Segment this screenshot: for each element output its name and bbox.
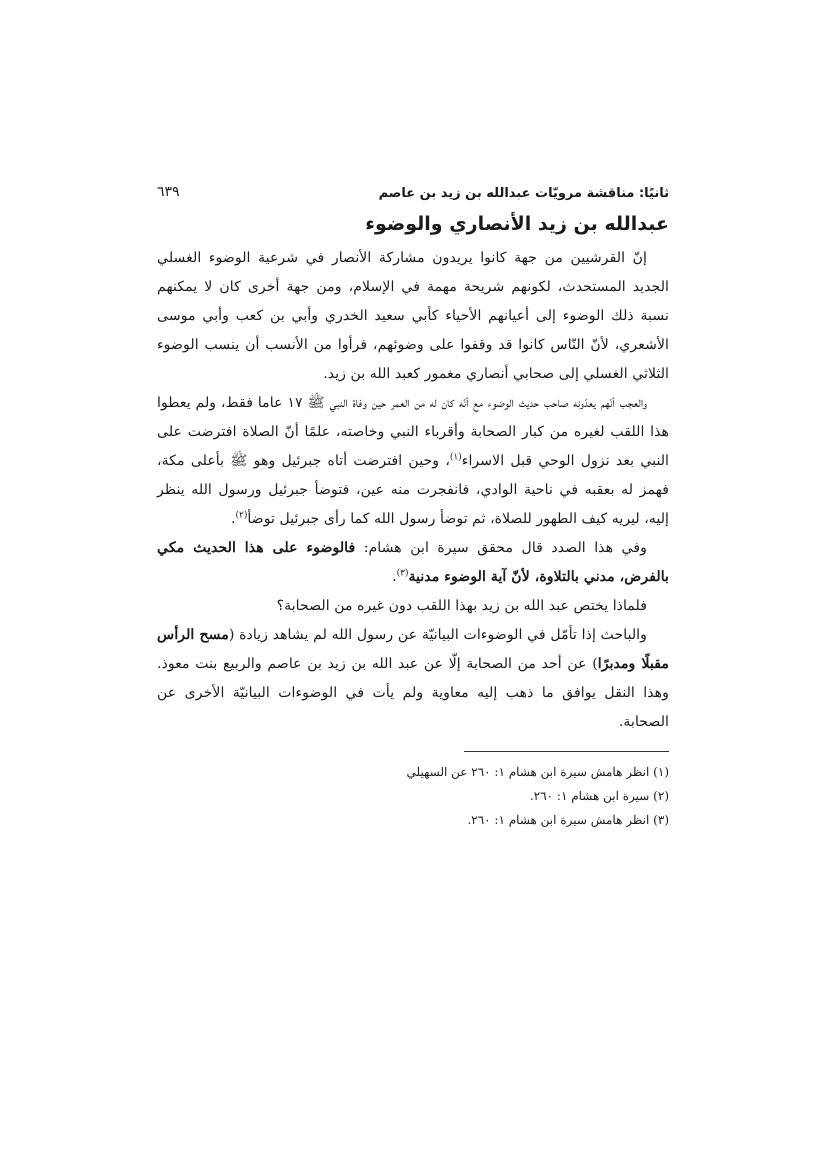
footnote-ref-1: (١) <box>449 452 462 463</box>
paragraph-2-text-a: والعجب أنّهم يعدّونه صاحب حديث الوضوء مع أنّه كان له من العمر حين وفاة النبي ﷺ ١٧ عاما فقط، ولم يعطوا هذا اللقب لغيره من كبار الصحابة وأقرباء النبي وخاصته، علمًا أنّ الصلاة افترضت على النبي بعد نزول الوحي قبل الاسراء <box>157 395 669 469</box>
paragraph-5-text-a: والباحث إذا تأمّل في الوضوءات البيانيّة عن رسول الله لم يشاهد زيادة ( <box>228 627 647 643</box>
paragraph-3 <box>157 534 669 592</box>
paragraph-4: فلماذا يختص عبد الله بن زيد بهذا اللقب دون غيره من الصحابة؟ <box>276 598 647 614</box>
paragraph-3-end: . <box>392 569 397 585</box>
footnote-divider <box>464 751 669 752</box>
paragraph-3-text: وفي هذا الصدد قال محقق سيرة ابن هشام: <box>355 540 647 556</box>
page-number: ٦٣٩ <box>157 184 180 200</box>
paragraph-2-end: . <box>230 511 236 527</box>
running-header <box>157 182 669 204</box>
chapter-heading: ثانيًا: مناقشة مرويّات عبدالله بن زيد بن عاصم <box>378 186 669 201</box>
footnote-2: (٢) سيرة ابن هشام ١: ٢٦٠. <box>529 789 669 803</box>
section-title: عبدالله بن زيد الأنصاري والوضوء <box>365 213 669 235</box>
footnote-ref-2: (٢) <box>235 510 248 521</box>
paragraph-2-text-b: ، وحين افترضت أتاه جبرئيل وهو ﷺ بأعلى مكة، فهمز له بعقبه في ناحية الوادي، فانفجرت منه عين، فتوضأ جبرئيل ورسول الله ينظر إليه، ليريه كيف الطهور للصلاة، ثم توضأ رسول الله كما رأى جبرئيل توضأ <box>157 453 669 527</box>
paragraph-2 <box>157 389 669 534</box>
paragraph-1: إنّ القرشيين من جهة كانوا يريدون مشاركة الأنصار في شرعية الوضوء الغسلي الجديد المستحدث، لكونهم شريحة مهمة في الإسلام، ومن جهة أخرى كان لا يمكنهم نسبة ذلك الوضوء إلى أعيانهم الأحياء كأبي سعيد الخدري وأبي بن كعب وأبي موسى الأشعري، لأنّ النّاس كانوا قد وقفوا على وضوئهم، فرأوا من الأنسب أن ينسب الوضوء الثلاثي الغسلي إلى صحابي أنصاري مغمور كعبد الله بن زيد. <box>157 250 669 382</box>
paragraph-5 <box>157 621 669 737</box>
footnote-3: (٣) انظر هامش سيرة ابن هشام ١: ٢٦٠. <box>467 813 669 827</box>
paragraph-3-quote: فالوضوء على هذا الحديث مكي بالفرض، مدني بالتلاوة، لأنّ آية الوضوء مدنية <box>157 540 669 585</box>
footnote-1: (١) انظر هامش سيرة ابن هشام ١: ٢٦٠ عن السهيلي <box>406 765 669 779</box>
paragraph-5-emphasis: مسح الرأس مقبلًا ومدبرًا <box>157 627 669 672</box>
footnote-ref-3: (٣) <box>396 568 409 579</box>
paragraph-5-text-b: ) عن أحد من الصحابة إلّا عن عبد الله بن زيد بن عاصم والربيع بنت معوذ. وهذا النقل يوافق ما ذهب إليه معاوية ولم يأت في الوضوءات البيانيّة الأخرى عن الصحابة. <box>157 656 669 730</box>
book-page <box>157 182 669 942</box>
